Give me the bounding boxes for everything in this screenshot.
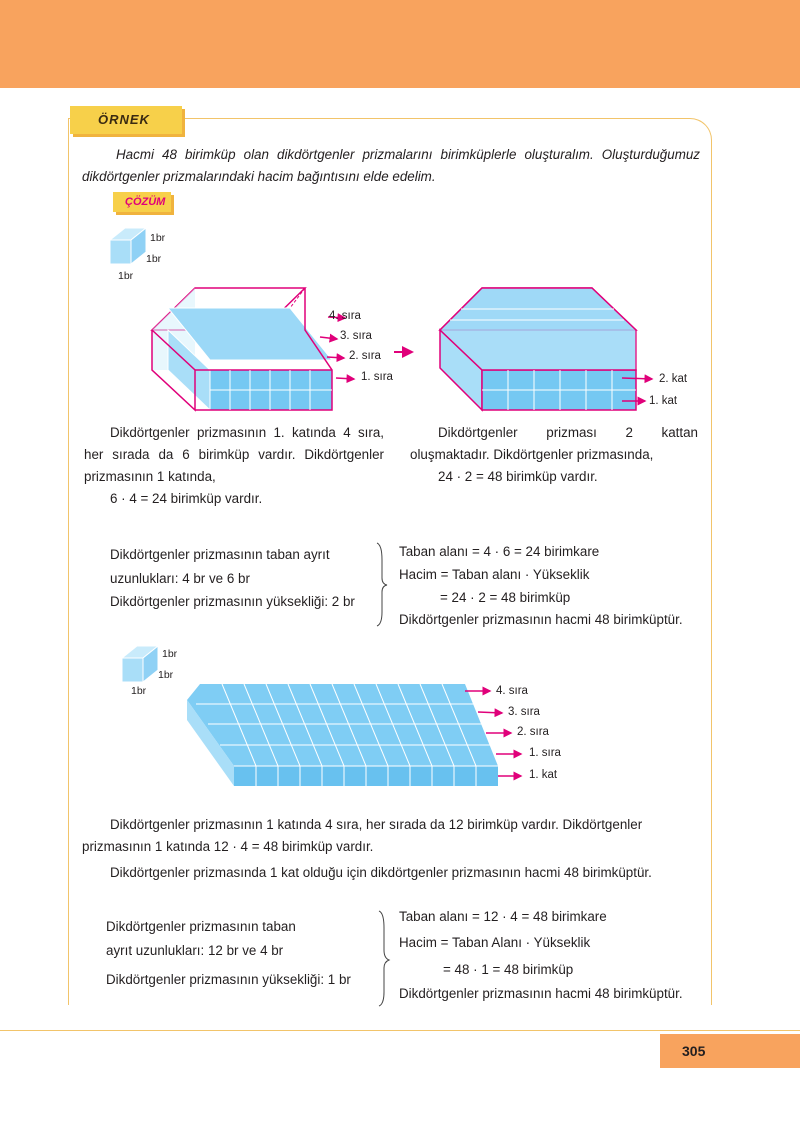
prism2-layer-2: 2. kat xyxy=(659,373,688,385)
summary1-left-3: Dikdörtgenler prizmasının yüksekliği: 2 br xyxy=(110,594,355,609)
cube1-label-a: 1br xyxy=(150,232,166,244)
example-tag: ÖRNEK xyxy=(70,106,182,134)
cube2-label-c: 1br xyxy=(131,685,147,697)
prism3-row-1: 1. sıra xyxy=(529,747,561,759)
prism-3 xyxy=(187,684,521,786)
para1-left-calc: 6 · 4 = 24 birimküp vardır. xyxy=(110,491,263,506)
summary2-right-1: Taban alanı = 12 · 4 = 48 birimkare xyxy=(399,909,607,924)
summary1-right-4: Dikdörtgenler prizmasının hacmi 48 birimküptür. xyxy=(399,612,683,627)
cube2-label-a: 1br xyxy=(162,648,178,660)
summary1-right-3: = 24 · 2 = 48 birimküp xyxy=(440,590,571,605)
prism3-layer-1: 1. kat xyxy=(529,769,558,781)
prism1-row-2: 2. sıra xyxy=(349,350,381,362)
summary1-left-2: uzunlukları: 4 br ve 6 br xyxy=(110,571,250,586)
unit-cube-1 xyxy=(110,228,146,264)
para1-right-text: Dikdörtgenler prizması 2 kattan oluşmaktadır. Dikdörtgenler prizmasında, xyxy=(410,425,698,462)
unit-cube-2 xyxy=(122,646,158,682)
page-number: 305 xyxy=(660,1034,800,1068)
prism3-row-2: 2. sıra xyxy=(517,726,549,738)
prism-2 xyxy=(440,288,652,410)
summary2-left-1: Dikdörtgenler prizmasının taban xyxy=(106,919,296,934)
summary2-left-2: ayrıt uzunlukları: 12 br ve 4 br xyxy=(106,943,284,958)
prism1-row-3: 3. sıra xyxy=(340,330,372,342)
prism1-row-4: 4. sıra xyxy=(329,310,361,322)
prism-1 xyxy=(152,288,354,410)
example-intro: Hacmi 48 birimküp olan dikdörtgenler prizmalarını birimküplerle oluşturalım. Oluşturduğumuz dikdörtgenler prizmalarındaki hacim bağıntısını elde edelim. xyxy=(82,147,700,184)
prism2-layer-1: 1. kat xyxy=(649,395,678,407)
summary1-right-2: Hacim = Taban alanı · Yükseklik xyxy=(399,567,590,582)
summary2-right-4: Dikdörtgenler prizmasının hacmi 48 birimküptür. xyxy=(399,986,683,1001)
para1-right-calc: 24 · 2 = 48 birimküp vardır. xyxy=(438,469,598,484)
summary2-right-2: Hacim = Taban Alanı · Yükseklik xyxy=(399,935,591,950)
summary1-left-1: Dikdörtgenler prizmasının taban ayrıt xyxy=(110,547,330,562)
prism3-row-3: 3. sıra xyxy=(508,706,540,718)
summary2-right-3: = 48 · 1 = 48 birimküp xyxy=(443,962,574,977)
cube1-label-b: 1br xyxy=(146,253,162,265)
prism1-row-1: 1. sıra xyxy=(361,371,393,383)
para2-text-2: Dikdörtgenler prizmasında 1 kat olduğu için dikdörtgenler prizmasının hacmi 48 birimküptür. xyxy=(110,865,652,880)
prism3-row-4: 4. sıra xyxy=(496,685,528,697)
summary1-right-1: Taban alanı = 4 · 6 = 24 birimkare xyxy=(399,544,600,559)
cube1-label-c: 1br xyxy=(118,270,134,282)
para2-text-1: Dikdörtgenler prizmasının 1 katında 4 sıra, her sırada da 12 birimküp vardır. Dikdörtgenler prizmasının 1 katında 12 · 4 = 48 birimküp vardır. xyxy=(82,817,643,854)
footer-rule xyxy=(0,1030,800,1031)
solution-tag: ÇÖZÜM xyxy=(113,192,171,212)
summary2-brace xyxy=(379,911,389,1006)
summary2-left-3: Dikdörtgenler prizmasının yüksekliği: 1 br xyxy=(106,972,351,987)
summary1-brace xyxy=(377,543,387,626)
para1-left-text: Dikdörtgenler prizmasının 1. katında 4 sıra, her sırada da 6 birimküp vardır. Dikdörtgenler prizmasının 1 katında, xyxy=(84,425,384,484)
cube2-label-b: 1br xyxy=(158,669,174,681)
